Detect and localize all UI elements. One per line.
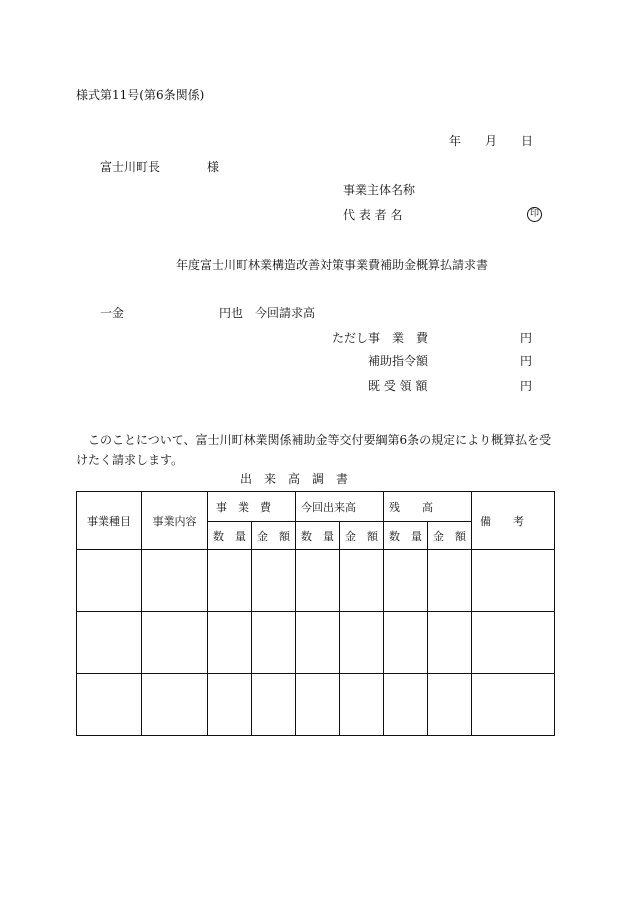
entity-name-label: 事業主体名称 — [343, 183, 416, 197]
table-cell[interactable] — [77, 612, 142, 674]
header-remaining-quantity: 数 量 — [384, 522, 428, 550]
table-row — [77, 612, 555, 674]
table-cell[interactable] — [472, 550, 555, 612]
table-cell[interactable] — [77, 674, 142, 736]
amount-label: 今回請求高 — [255, 306, 316, 320]
table-cell[interactable] — [384, 550, 428, 612]
table-cell[interactable] — [77, 550, 142, 612]
table-cell[interactable] — [252, 612, 296, 674]
honorific: 様 — [207, 160, 220, 174]
table-cell[interactable] — [208, 674, 252, 736]
table-row — [77, 550, 555, 612]
addressee: 富士川町長 — [100, 160, 161, 174]
output-table — [76, 491, 555, 736]
table-cell[interactable] — [296, 612, 340, 674]
date-month-label: 月 — [485, 134, 498, 148]
amount-unit: 円也 — [219, 306, 244, 320]
breakdown-subsidy-unit: 円 — [520, 354, 533, 368]
header-current-output: 今回出来高 — [296, 492, 384, 522]
breakdown-cost-label: ただし事 業 費 — [332, 331, 429, 345]
breakdown-received-label: 既 受 領 額 — [368, 379, 428, 393]
table-cell[interactable] — [472, 674, 555, 736]
request-body-text: このことについて、富士川町林業関係補助金等交付要綱第6条の規定により概算払を受けたく請求します。 — [76, 433, 552, 467]
amount-prefix: 一金 — [100, 306, 125, 320]
table-cell[interactable] — [428, 674, 472, 736]
table-cell[interactable] — [428, 612, 472, 674]
date-year-label: 年 — [449, 134, 462, 148]
table-cell[interactable] — [142, 550, 208, 612]
breakdown-cost-unit: 円 — [520, 331, 533, 345]
table-cell[interactable] — [252, 674, 296, 736]
table-title: 出 来 高 調 書 — [240, 472, 349, 486]
table-cell[interactable] — [252, 550, 296, 612]
header-cost-amount: 金 額 — [252, 522, 296, 550]
table-cell[interactable] — [208, 612, 252, 674]
header-project-type: 事業種目 — [77, 492, 142, 550]
header-output-quantity: 数 量 — [296, 522, 340, 550]
table-cell[interactable] — [142, 612, 208, 674]
breakdown-received-unit: 円 — [520, 379, 533, 393]
header-remarks: 備 考 — [472, 492, 555, 550]
form-number: 様式第11号(第6条関係) — [76, 88, 205, 102]
representative-label: 代 表 者 名 — [343, 208, 403, 222]
table-cell[interactable] — [340, 612, 384, 674]
table-cell[interactable] — [340, 550, 384, 612]
table-cell[interactable] — [384, 612, 428, 674]
table-row — [77, 674, 555, 736]
seal-mark-icon: 印 — [527, 207, 542, 222]
header-remaining-amount: 金 額 — [428, 522, 472, 550]
table-cell[interactable] — [142, 674, 208, 736]
table-cell[interactable] — [296, 550, 340, 612]
table-cell[interactable] — [296, 674, 340, 736]
table-cell[interactable] — [472, 612, 555, 674]
table-cell[interactable] — [208, 550, 252, 612]
table-cell[interactable] — [340, 674, 384, 736]
document-title: 年度富士川町林業構造改善対策事業費補助金概算払請求書 — [176, 258, 489, 272]
date-day-label: 日 — [521, 134, 534, 148]
header-remaining: 残 高 — [384, 492, 472, 522]
header-output-amount: 金 額 — [340, 522, 384, 550]
header-project-cost: 事 業 費 — [208, 492, 296, 522]
header-project-content: 事業内容 — [142, 492, 208, 550]
header-cost-quantity: 数 量 — [208, 522, 252, 550]
table-cell[interactable] — [384, 674, 428, 736]
table-cell[interactable] — [428, 550, 472, 612]
breakdown-subsidy-label: 補助指令額 — [368, 354, 429, 368]
